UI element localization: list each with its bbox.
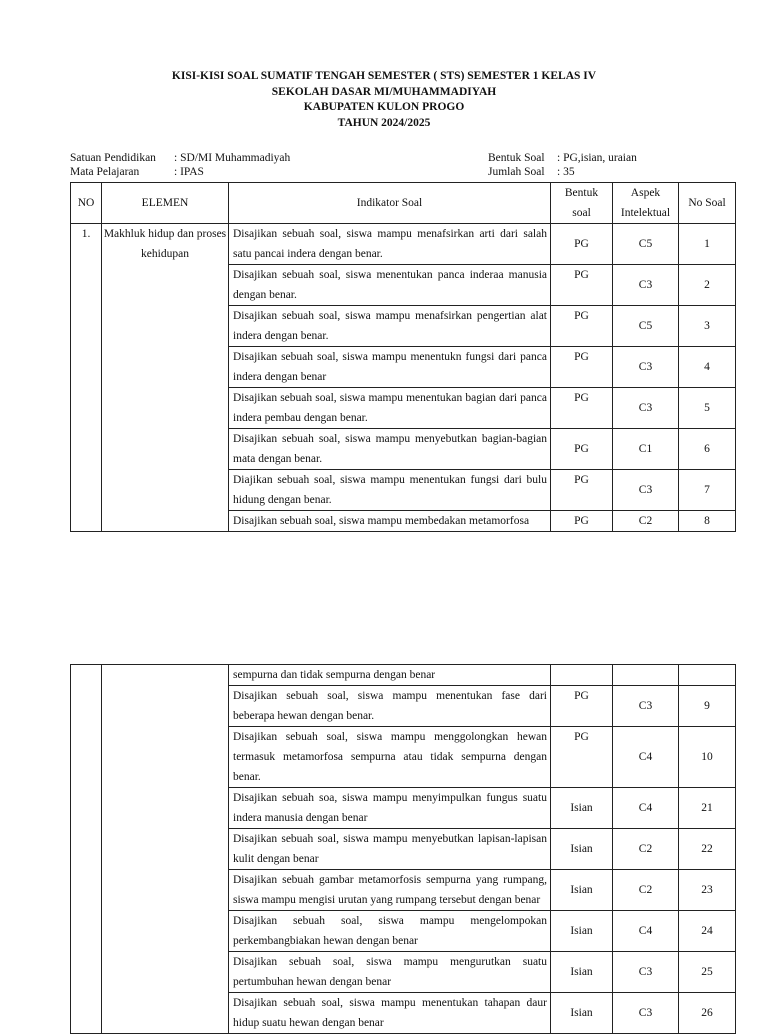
indikator-cell: Disajikan sebuah soal, siswa menentukan panca inderaa manusia dengan benar.	[229, 265, 551, 306]
aspek-cell: C3	[613, 686, 679, 727]
continuation-row	[71, 665, 736, 686]
aspek-cell: C3	[613, 470, 679, 511]
indikator-cell: Disajikan sebuah soa, siswa mampu menyimpulkan fungus suatu indera manusia dengan benar	[229, 788, 551, 829]
indikator-cell: Disajikan sebuah soal, siswa mampu membedakan metamorfosa	[229, 511, 551, 532]
no-soal-cell: 23	[679, 870, 736, 911]
aspek-cell: C2	[613, 870, 679, 911]
title-line-1: KISI-KISI SOAL SUMATIF TENGAH SEMESTER ( STS) SEMESTER 1 KELAS IV	[171, 70, 597, 82]
no-soal-cell: 22	[679, 829, 736, 870]
group-elemen-cell: Makhluk hidup dan proses kehidupan	[102, 224, 229, 532]
mapel-value: : IPAS	[174, 166, 204, 178]
bentuk-soal-cell: Isian	[551, 829, 613, 870]
indikator-cell: Disajikan sebuah soal, siswa mampu menafsirkan pengertian alat indera dengan benar.	[229, 306, 551, 347]
kisi-kisi-table-page-2	[70, 664, 736, 1034]
bentuk-soal-cell: PG	[551, 686, 613, 727]
no-soal-cell: 24	[679, 911, 736, 952]
title-line-3: KABUPATEN KULON PROGO	[303, 101, 465, 113]
jumlah-label: Jumlah Soal	[488, 166, 545, 178]
bentuk-soal-cell: PG	[551, 265, 613, 306]
bentuk-soal-cell: Isian	[551, 870, 613, 911]
no-soal-cell: 10	[679, 727, 736, 788]
aspek-cell: C3	[613, 993, 679, 1034]
bentuk-soal-cell: Isian	[551, 788, 613, 829]
bentuk-label: Bentuk Soal	[488, 152, 545, 164]
indikator-cell: Disajikan sebuah soal, siswa mampu menentukan tahapan daur hidup suatu hewan dengan benar	[229, 993, 551, 1034]
kisi-kisi-table-page-1	[70, 182, 736, 532]
indikator-cell: Disajikan sebuah soal, siswa mampu mengurutkan suatu pertumbuhan hewan dengan benar	[229, 952, 551, 993]
bentuk-soal-cell: PG	[551, 429, 613, 470]
meta-right	[488, 151, 637, 179]
indikator-cell: Diajikan sebuah soal, siswa mampu menentukan fungsi dari bulu hidung dengan benar.	[229, 470, 551, 511]
indikator-cell: Disajikan sebuah soal, siswa mampu menentukn fungsi dari panca indera dengan benar	[229, 347, 551, 388]
bentuk-soal-cell: Isian	[551, 911, 613, 952]
bentuk-value: : PG,isian, uraian	[557, 152, 637, 164]
aspek-cell: C5	[613, 306, 679, 347]
indikator-cell: Disajikan sebuah soal, siswa mampu menyebutkan lapisan-lapisan kulit dengan benar	[229, 829, 551, 870]
indikator-cell: Disajikan sebuah soal, siswa mampu menggolongkan hewan termasuk metamorfosa sempurna atau tidak sempurna dengan benar.	[229, 727, 551, 788]
indikator-cell: Disajikan sebuah gambar metamorfosis sempurna yang rumpang, siswa mampu mengisi urutan yang rumpang tersebut dengan benar	[229, 870, 551, 911]
title-line-4: TAHUN 2024/2025	[337, 116, 431, 129]
aspek-cell: C2	[613, 829, 679, 870]
bentuk-soal-cell: Isian	[551, 993, 613, 1034]
aspek-cell: C3	[613, 388, 679, 429]
aspek-cell	[613, 665, 679, 686]
table-row	[71, 224, 736, 265]
indikator-cell: Disajikan sebuah soal, siswa mampu menentukan fase dari beberapa hewan dengan benar.	[229, 686, 551, 727]
bentuk-soal-cell: PG	[551, 727, 613, 788]
mapel-label: Mata Pelajaran	[70, 166, 140, 178]
jumlah-value: : 35	[557, 166, 575, 178]
bentuk-soal-cell: PG	[551, 388, 613, 429]
no-soal-cell: 3	[679, 306, 736, 347]
no-soal-cell: 2	[679, 265, 736, 306]
bentuk-soal-cell	[551, 665, 613, 686]
no-soal-cell: 6	[679, 429, 736, 470]
group-number-cell	[71, 665, 102, 1034]
indikator-cell: Disajikan sebuah soal, siswa mampu menafsirkan arti dari salah satu pancai indera dengan benar.	[229, 224, 551, 265]
bentuk-soal-cell: PG	[551, 470, 613, 511]
aspek-cell: C3	[613, 265, 679, 306]
aspek-cell: C4	[613, 911, 679, 952]
satuan-value: : SD/MI Muhammadiyah	[174, 152, 291, 164]
no-soal-cell: 26	[679, 993, 736, 1034]
satuan-label: Satuan Pendidikan	[70, 152, 156, 164]
header-indikator: Indikator Soal	[229, 183, 551, 224]
no-soal-cell: 7	[679, 470, 736, 511]
no-soal-cell: 8	[679, 511, 736, 532]
no-soal-cell: 5	[679, 388, 736, 429]
aspek-cell: C4	[613, 788, 679, 829]
indikator-cell: Disajikan sebuah soal, siswa mampu menyebutkan bagian-bagian mata dengan benar.	[229, 429, 551, 470]
group-number-cell: 1.	[71, 224, 102, 532]
bentuk-soal-cell: Isian	[551, 952, 613, 993]
no-soal-cell	[679, 665, 736, 686]
no-soal-cell: 9	[679, 686, 736, 727]
aspek-cell: C4	[613, 727, 679, 788]
bentuk-soal-cell: PG	[551, 306, 613, 347]
indikator-continuation-cell: sempurna dan tidak sempurna dengan benar	[229, 665, 551, 686]
no-soal-cell: 4	[679, 347, 736, 388]
group-elemen-cell	[102, 665, 229, 1034]
bentuk-soal-cell: PG	[551, 224, 613, 265]
aspek-cell: C5	[613, 224, 679, 265]
indikator-cell: Disajikan sebuah soal, siswa mampu menentukan bagian dari panca indera pembau dengan benar.	[229, 388, 551, 429]
title-line-2: SEKOLAH DASAR MI/MUHAMMADIYAH	[271, 85, 497, 98]
header-no-soal: No Soal	[679, 183, 736, 224]
header-bentuk: Bentuk soal	[551, 183, 613, 224]
header-elemen: ELEMEN	[102, 183, 229, 224]
aspek-cell: C1	[613, 429, 679, 470]
meta-left	[70, 151, 290, 179]
no-soal-cell: 25	[679, 952, 736, 993]
document-title-block	[0, 69, 768, 131]
no-soal-cell: 1	[679, 224, 736, 265]
header-no: NO	[71, 183, 102, 224]
aspek-cell: C2	[613, 511, 679, 532]
no-soal-cell: 21	[679, 788, 736, 829]
header-aspek: Aspek Intelektual	[613, 183, 679, 224]
table-header-row	[71, 183, 736, 224]
bentuk-soal-cell: PG	[551, 347, 613, 388]
indikator-cell: Disajikan sebuah soal, siswa mampu mengelompokan perkembangbiakan hewan dengan benar	[229, 911, 551, 952]
aspek-cell: C3	[613, 952, 679, 993]
bentuk-soal-cell: PG	[551, 511, 613, 532]
aspek-cell: C3	[613, 347, 679, 388]
